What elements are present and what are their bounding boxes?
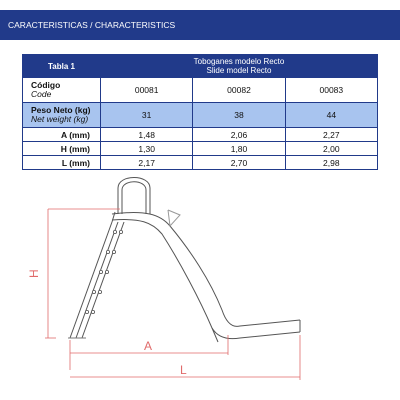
section-header bbox=[0, 10, 400, 40]
dim-value: 2,70 bbox=[193, 156, 285, 170]
characteristics-table bbox=[22, 54, 378, 170]
dim-value: 1,80 bbox=[193, 142, 285, 156]
width-a-label: A bbox=[144, 339, 153, 353]
model-name-en: Slide model Recto bbox=[206, 66, 272, 75]
table-row bbox=[23, 142, 378, 156]
section-title: CARACTERISTICAS / CHARACTERISTICS bbox=[8, 20, 176, 30]
dim-label-a: A (mm) bbox=[23, 128, 101, 142]
handrail bbox=[118, 178, 150, 215]
weight-label bbox=[23, 103, 101, 128]
weight-value: 31 bbox=[101, 103, 193, 128]
code-label bbox=[23, 78, 101, 103]
code-value: 00082 bbox=[193, 78, 285, 103]
dimension-lines bbox=[45, 209, 300, 380]
code-value: 00081 bbox=[101, 78, 193, 103]
table-row bbox=[23, 156, 378, 170]
slide-diagram bbox=[0, 170, 400, 400]
model-group-header bbox=[101, 55, 378, 78]
dim-label-l: L (mm) bbox=[23, 156, 101, 170]
code-label-en: Code bbox=[31, 89, 52, 99]
dim-value: 2,00 bbox=[285, 142, 377, 156]
dim-label-h: H (mm) bbox=[23, 142, 101, 156]
slide-illustration bbox=[112, 210, 300, 342]
dim-value: 2,17 bbox=[101, 156, 193, 170]
table-row bbox=[23, 128, 378, 142]
table-row bbox=[23, 78, 378, 103]
dim-value: 1,48 bbox=[101, 128, 193, 142]
height-label: H bbox=[27, 269, 41, 278]
table-header-row bbox=[23, 55, 378, 78]
code-label-es: Código bbox=[31, 80, 61, 90]
weight-label-en: Net weight (kg) bbox=[31, 114, 89, 124]
ladder bbox=[68, 222, 124, 338]
model-name-es: Toboganes modelo Recto bbox=[193, 57, 285, 66]
weight-label-es: Peso Neto (kg) bbox=[31, 105, 91, 115]
table-row bbox=[23, 103, 378, 128]
dim-value: 2,98 bbox=[285, 156, 377, 170]
code-value: 00083 bbox=[285, 78, 377, 103]
weight-value: 38 bbox=[193, 103, 285, 128]
dim-value: 2,06 bbox=[193, 128, 285, 142]
table-label: Tabla 1 bbox=[23, 55, 101, 78]
length-label: L bbox=[180, 363, 187, 377]
dim-value: 2,27 bbox=[285, 128, 377, 142]
dim-value: 1,30 bbox=[101, 142, 193, 156]
weight-value: 44 bbox=[285, 103, 377, 128]
